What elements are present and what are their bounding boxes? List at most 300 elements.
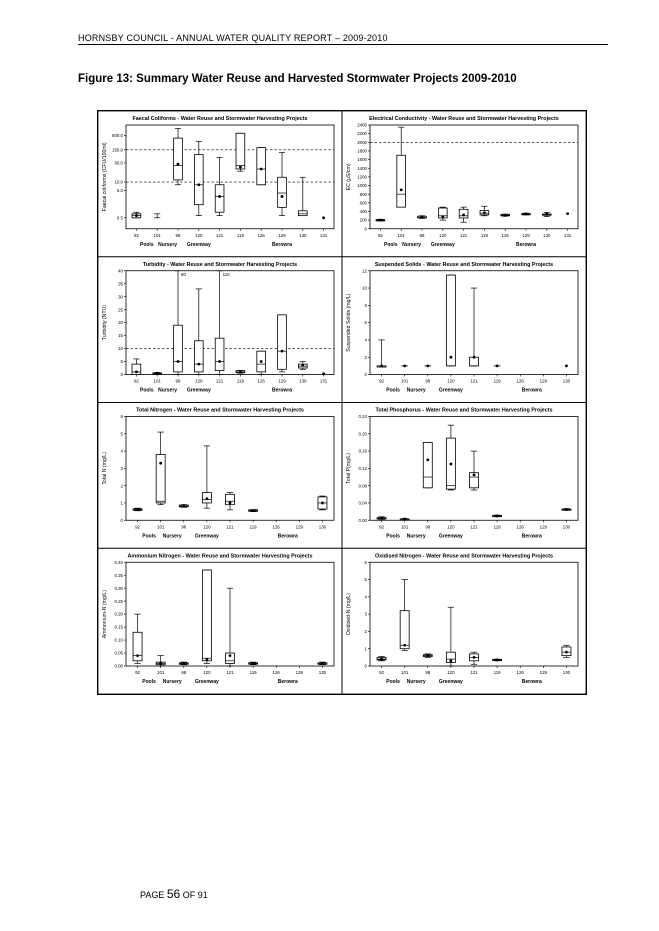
x-tick-label: 130 [299,232,307,238]
box-92 [377,517,386,520]
y-tick-label: 1 [364,646,367,652]
mean-marker [321,662,324,665]
y-tick-label: 1200 [357,174,367,180]
box-130 [542,212,551,216]
box-119 [480,206,489,216]
box-98 [418,216,427,219]
footer-prefix: PAGE [140,890,165,900]
mean-marker [252,662,255,665]
box-129 [522,212,531,215]
x-tick-label: 121 [459,232,468,238]
group-label-nursery: Nursery [162,679,182,685]
x-tick-label: 119 [493,524,501,530]
box-119 [494,364,500,367]
y-tick-label: 2000 [357,139,367,145]
box-101 [156,656,165,666]
mean-marker [403,644,406,647]
group-label-greenway: Greenway [186,387,211,394]
box-iqr [174,138,183,180]
x-tick-label: 121 [226,524,234,530]
mean-marker [380,658,383,661]
mean-marker [182,504,185,507]
mean-marker [496,364,499,367]
y-tick-label: 12 [362,268,367,274]
x-tick-label: 98 [425,524,431,530]
group-label-nursery: Nursery [158,241,178,248]
box-131 [322,372,325,375]
x-tick-label: 119 [249,524,257,530]
box-129 [278,152,287,215]
y-tick-label: 0.25 [114,598,123,604]
box-119 [493,515,502,518]
mean-marker [182,662,185,665]
y-tick-label: 10.0 [114,179,123,185]
y-tick-label: 600 [359,200,367,206]
x-tick-label: 130 [318,524,327,530]
group-label-berowra: Berowra [515,241,537,248]
chart-title: Electrical Conductivity - Water Reuse and Stormwater Harvesting Projects [369,116,559,122]
box-130 [298,177,307,215]
x-tick-label: 92 [133,378,139,384]
chart-ammonium-nitrogen [98,548,342,694]
mean-marker [322,372,325,375]
box-98 [174,128,183,184]
x-tick-label: 130 [562,378,571,384]
x-tick-label: 101 [397,232,405,238]
mean-marker [525,212,528,215]
box-101 [400,580,409,651]
mean-marker [135,371,138,374]
y-tick-label: 50.0 [114,160,123,166]
box-iqr [397,155,406,207]
mean-marker [197,183,200,186]
y-tick-label: 0.30 [114,585,123,591]
x-tick-label: 131 [563,232,572,238]
chart-title: Faecal Coliforms - Water Reuse and Stormwater Harvesting Projects [132,116,308,122]
y-tick-label: 2 [120,483,123,489]
y-tick-label: 30 [118,294,123,300]
group-label-pools: Pools [142,533,156,540]
x-tick-label: 92 [133,232,139,238]
box-121 [215,157,224,215]
x-tick-label: 121 [226,670,234,675]
x-tick-label: 101 [401,378,409,384]
mean-marker [260,360,263,363]
box-101 [400,518,409,521]
box-130 [562,508,571,511]
y-tick-label: 0.20 [114,611,123,617]
mean-marker [504,214,507,217]
mean-marker [380,517,383,520]
y-tick-label: 20 [118,320,123,326]
outlier-annotation: 110 [222,271,230,277]
mean-marker [260,168,263,171]
y-tick-label: 4 [120,448,123,454]
y-tick-label: 10 [362,285,367,291]
box-92 [132,212,141,218]
group-label-greenway: Greenway [194,533,219,540]
x-tick-label: 130 [543,232,551,238]
footer-page-number: 56 [166,887,181,901]
x-tick-label: 98 [419,232,425,238]
mean-marker [403,518,406,521]
x-tick-label: 92 [379,670,385,675]
mean-marker [239,371,242,374]
x-tick-label: 126 [501,232,509,238]
group-label-berowra: Berowra [271,387,293,394]
x-tick-label: 120 [439,232,447,238]
x-tick-label: 120 [195,232,203,238]
mean-marker [197,363,200,366]
y-tick-label: 0.15 [114,624,123,630]
y-tick-label: 5 [120,431,123,437]
mean-marker [566,212,569,215]
mean-marker [449,659,452,662]
x-tick-label: 129 [522,232,530,238]
group-label-pools: Pools [139,241,154,248]
box-101 [154,214,160,218]
x-tick-label: 120 [447,670,455,675]
box-iqr [257,148,266,185]
y-tick-label: 35 [118,281,123,287]
box-iqr [446,275,455,366]
box-iqr [278,177,287,207]
chart-title: Oxidised Nitrogen - Water Reuse and Stormwater Harvesting Projects [374,553,554,560]
mean-marker [281,350,284,353]
mean-marker [239,166,242,169]
mean-marker [159,462,162,465]
chart-electrical-conductivity [342,111,586,257]
mean-marker [136,654,139,657]
group-label-nursery: Nursery [402,241,422,248]
y-tick-label: 3 [120,465,123,471]
y-tick-label: 15 [118,333,123,339]
header-rule [78,44,608,45]
x-tick-label: 121 [215,378,224,384]
y-tick-label: 0.35 [114,572,123,578]
box-119 [249,509,258,512]
box-121 [470,451,479,490]
box-121 [470,288,479,366]
box-92 [133,508,142,511]
y-tick-label: 0.04 [358,500,367,506]
mean-marker [426,458,429,461]
x-tick-label: 98 [175,232,181,238]
x-tick-label: 92 [135,670,141,675]
mean-marker [177,360,180,363]
mean-marker [156,372,159,375]
box-130 [298,362,307,370]
mean-marker [426,654,429,657]
box-iqr [400,611,409,649]
box-126 [501,214,510,217]
group-label-berowra: Berowra [277,679,298,685]
y-tick-label: 5.0 [116,187,123,193]
figure-title: Figure 13: Summary Water Reuse and Harvested Stormwater Projects 2009-2010 [78,73,517,85]
x-tick-label: 131 [319,232,328,238]
y-tick-label: 0.10 [114,637,123,643]
y-tick-label: 0.08 [358,483,367,489]
x-tick-label: 92 [377,232,383,238]
box-120 [446,425,455,490]
x-tick-label: 121 [215,232,224,238]
box-iqr [194,341,203,372]
y-tick-label: 4 [364,337,367,343]
y-tick-label: 2 [364,354,367,360]
group-label-pools: Pools [142,679,156,685]
y-tick-label: 2 [364,629,367,635]
x-tick-label: 131 [319,378,328,384]
mean-marker [565,508,568,511]
box-120 [446,275,455,366]
x-tick-label: 101 [401,524,409,530]
group-label-pools: Pools [386,533,400,540]
x-tick-label: 129 [539,670,547,675]
y-tick-label: 0.05 [114,650,123,656]
x-tick-label: 126 [257,232,265,238]
x-tick-label: 98 [181,524,187,530]
x-tick-label: 101 [157,670,165,675]
x-tick-label: 120 [447,378,455,384]
mean-marker [441,215,444,218]
chart-faecal-coliforms [98,111,342,257]
box-129 [278,315,287,372]
x-tick-label: 119 [236,232,244,238]
box-120 [438,207,447,220]
x-tick-label: 119 [236,378,244,384]
mean-marker [421,216,424,219]
x-tick-label: 98 [425,670,431,675]
mean-marker [136,508,139,511]
outlier-annotation: 80 [181,271,186,277]
y-tick-label: 0.24 [358,414,367,420]
group-label-nursery: Nursery [406,679,426,685]
x-tick-label: 129 [278,378,286,384]
mean-marker [565,364,568,367]
mean-marker [483,211,486,214]
x-tick-label: 126 [272,670,280,675]
group-label-pools: Pools [386,387,400,394]
y-tick-label: 0.20 [358,431,367,437]
box-130 [565,364,568,367]
box-119 [236,371,245,374]
box-126 [257,351,266,374]
group-label-nursery: Nursery [406,533,426,540]
mean-marker [229,654,232,657]
group-label-pools: Pools [386,679,400,685]
box-121 [215,271,224,375]
x-tick-label: 92 [379,524,385,530]
y-tick-label: 0 [120,517,123,523]
y-tick-label: 1 [120,500,123,506]
chart-title: Total Nitrogen - Water Reuse and Stormwater Harvesting Projects [136,407,304,414]
box-121 [470,652,479,664]
box-92 [377,656,386,660]
y-tick-label: 10 [118,346,123,352]
mean-marker [403,364,406,367]
box-101 [156,432,165,505]
x-tick-label: 121 [470,524,478,530]
mean-marker [281,195,284,198]
y-tick-label: 8 [364,302,367,308]
y-tick-label: 6 [364,320,367,326]
mean-marker [252,509,255,512]
page-header: HORNSBY COUNCIL - ANNUAL WATER QUALITY REPORT – 2009-2010 [78,33,388,43]
group-label-greenway: Greenway [438,533,463,540]
mean-marker [496,659,499,662]
group-label-greenway: Greenway [438,387,463,394]
box-120 [194,289,203,375]
box-120 [194,142,203,216]
box-131 [322,216,325,219]
group-label-pools: Pools [383,241,398,248]
box-iqr [298,211,307,216]
box-iqr [174,325,183,372]
x-tick-label: 129 [539,378,547,384]
group-label-greenway: Greenway [430,241,455,248]
group-label-berowra: Berowra [271,241,293,248]
box-101 [153,372,162,375]
mean-marker [565,651,568,654]
mean-marker [159,662,162,665]
mean-marker [322,216,325,219]
x-tick-label: 120 [195,378,203,384]
mean-marker [301,364,304,367]
group-label-berowra: Berowra [521,533,542,540]
mean-marker [218,195,221,198]
chart-grid [98,111,586,694]
x-tick-label: 130 [318,670,327,675]
mean-marker [473,473,476,476]
box-iqr [236,133,245,169]
y-axis-label: Faecal coliforms (CFU/100ml) [102,142,108,212]
box-121 [226,588,235,666]
x-tick-label: 129 [295,670,303,675]
box-101 [397,127,406,207]
box-98 [423,654,432,657]
x-tick-label: 119 [493,378,501,384]
y-axis-label: Oxidised-N (mg/L) [346,593,352,636]
x-tick-label: 119 [249,670,257,675]
box-98 [174,271,183,375]
x-tick-label: 129 [539,524,547,530]
box-98 [179,662,188,665]
group-label-nursery: Nursery [162,533,182,540]
box-130 [318,662,327,665]
y-axis-label: Total P(mg/L) [346,452,352,484]
box-126 [257,148,266,185]
mean-marker [380,364,383,367]
mean-marker [426,364,429,367]
mean-marker [229,502,232,505]
chart-total-phosphorus [342,403,586,549]
mean-marker [135,214,138,217]
y-tick-label: 5 [364,577,367,583]
y-tick-label: 0 [364,372,367,378]
y-tick-label: 1600 [357,157,367,163]
x-tick-label: 126 [272,524,280,530]
box-iqr [202,570,211,661]
x-tick-label: 126 [516,524,524,530]
x-tick-label: 121 [470,670,478,675]
box-120 [202,446,211,508]
y-axis-label: Suspended Solids (mg/L) [346,293,352,352]
y-axis-label: Total N (mg/L) [102,452,108,485]
y-axis-label: Turbidity (NTU) [102,304,108,341]
x-tick-label: 130 [562,524,571,530]
mean-marker [462,214,465,217]
x-tick-label: 92 [379,378,385,384]
x-tick-label: 130 [299,378,307,384]
y-tick-label: 0.00 [114,663,123,669]
box-98 [425,364,431,367]
box-121 [459,207,468,222]
y-tick-label: 0.5 [116,215,123,221]
y-tick-label: 2200 [357,131,367,137]
y-axis-label: Ammonium-N (mg/L) [102,590,108,639]
y-tick-label: 0 [120,372,123,378]
x-tick-label: 126 [516,670,524,675]
y-tick-label: 500.0 [112,133,123,139]
chart-suspended-solids [342,257,586,403]
box-iqr [215,338,224,370]
box-iqr [215,185,224,212]
plot-area [126,271,334,375]
chart-oxidised-nitrogen [342,548,586,694]
x-tick-label: 129 [295,524,303,530]
group-label-greenway: Greenway [194,679,219,685]
y-tick-label: 1400 [357,165,367,171]
x-tick-label: 121 [470,378,478,384]
group-label-berowra: Berowra [277,533,298,540]
mean-marker [496,515,499,518]
box-130 [318,496,327,510]
y-tick-label: 0.16 [358,448,367,454]
box-131 [566,212,569,215]
y-tick-label: 4 [364,594,367,600]
box-119 [249,662,258,665]
box-98 [179,504,188,507]
footer-suffix: OF 91 [182,890,208,900]
figure-box [97,110,587,695]
y-tick-label: 1800 [357,148,367,154]
mean-marker [473,356,476,359]
page-footer [140,887,208,901]
mean-marker [449,356,452,359]
mean-marker [205,497,208,500]
x-tick-label: 92 [135,524,141,530]
y-tick-label: 0.12 [358,465,367,471]
chart-title: Suspended Solids - Water Reuse and Stormwater Harvesting Projects [374,261,554,268]
mean-marker [400,188,403,191]
group-label-nursery: Nursery [406,387,426,394]
chart-turbidity [98,257,342,403]
y-tick-label: 800 [359,191,367,197]
box-119 [493,659,502,662]
y-tick-label: 0 [364,226,367,232]
y-tick-label: 200 [359,217,367,223]
y-tick-label: 0.00 [358,517,367,523]
box-121 [226,493,235,510]
x-tick-label: 126 [516,378,524,384]
y-tick-label: 5 [120,359,123,365]
mean-marker [449,463,452,466]
group-label-nursery: Nursery [158,387,178,394]
group-label-berowra: Berowra [521,679,542,685]
y-tick-label: 2400 [357,122,367,128]
y-tick-label: 6 [120,414,123,420]
box-130 [562,645,571,657]
